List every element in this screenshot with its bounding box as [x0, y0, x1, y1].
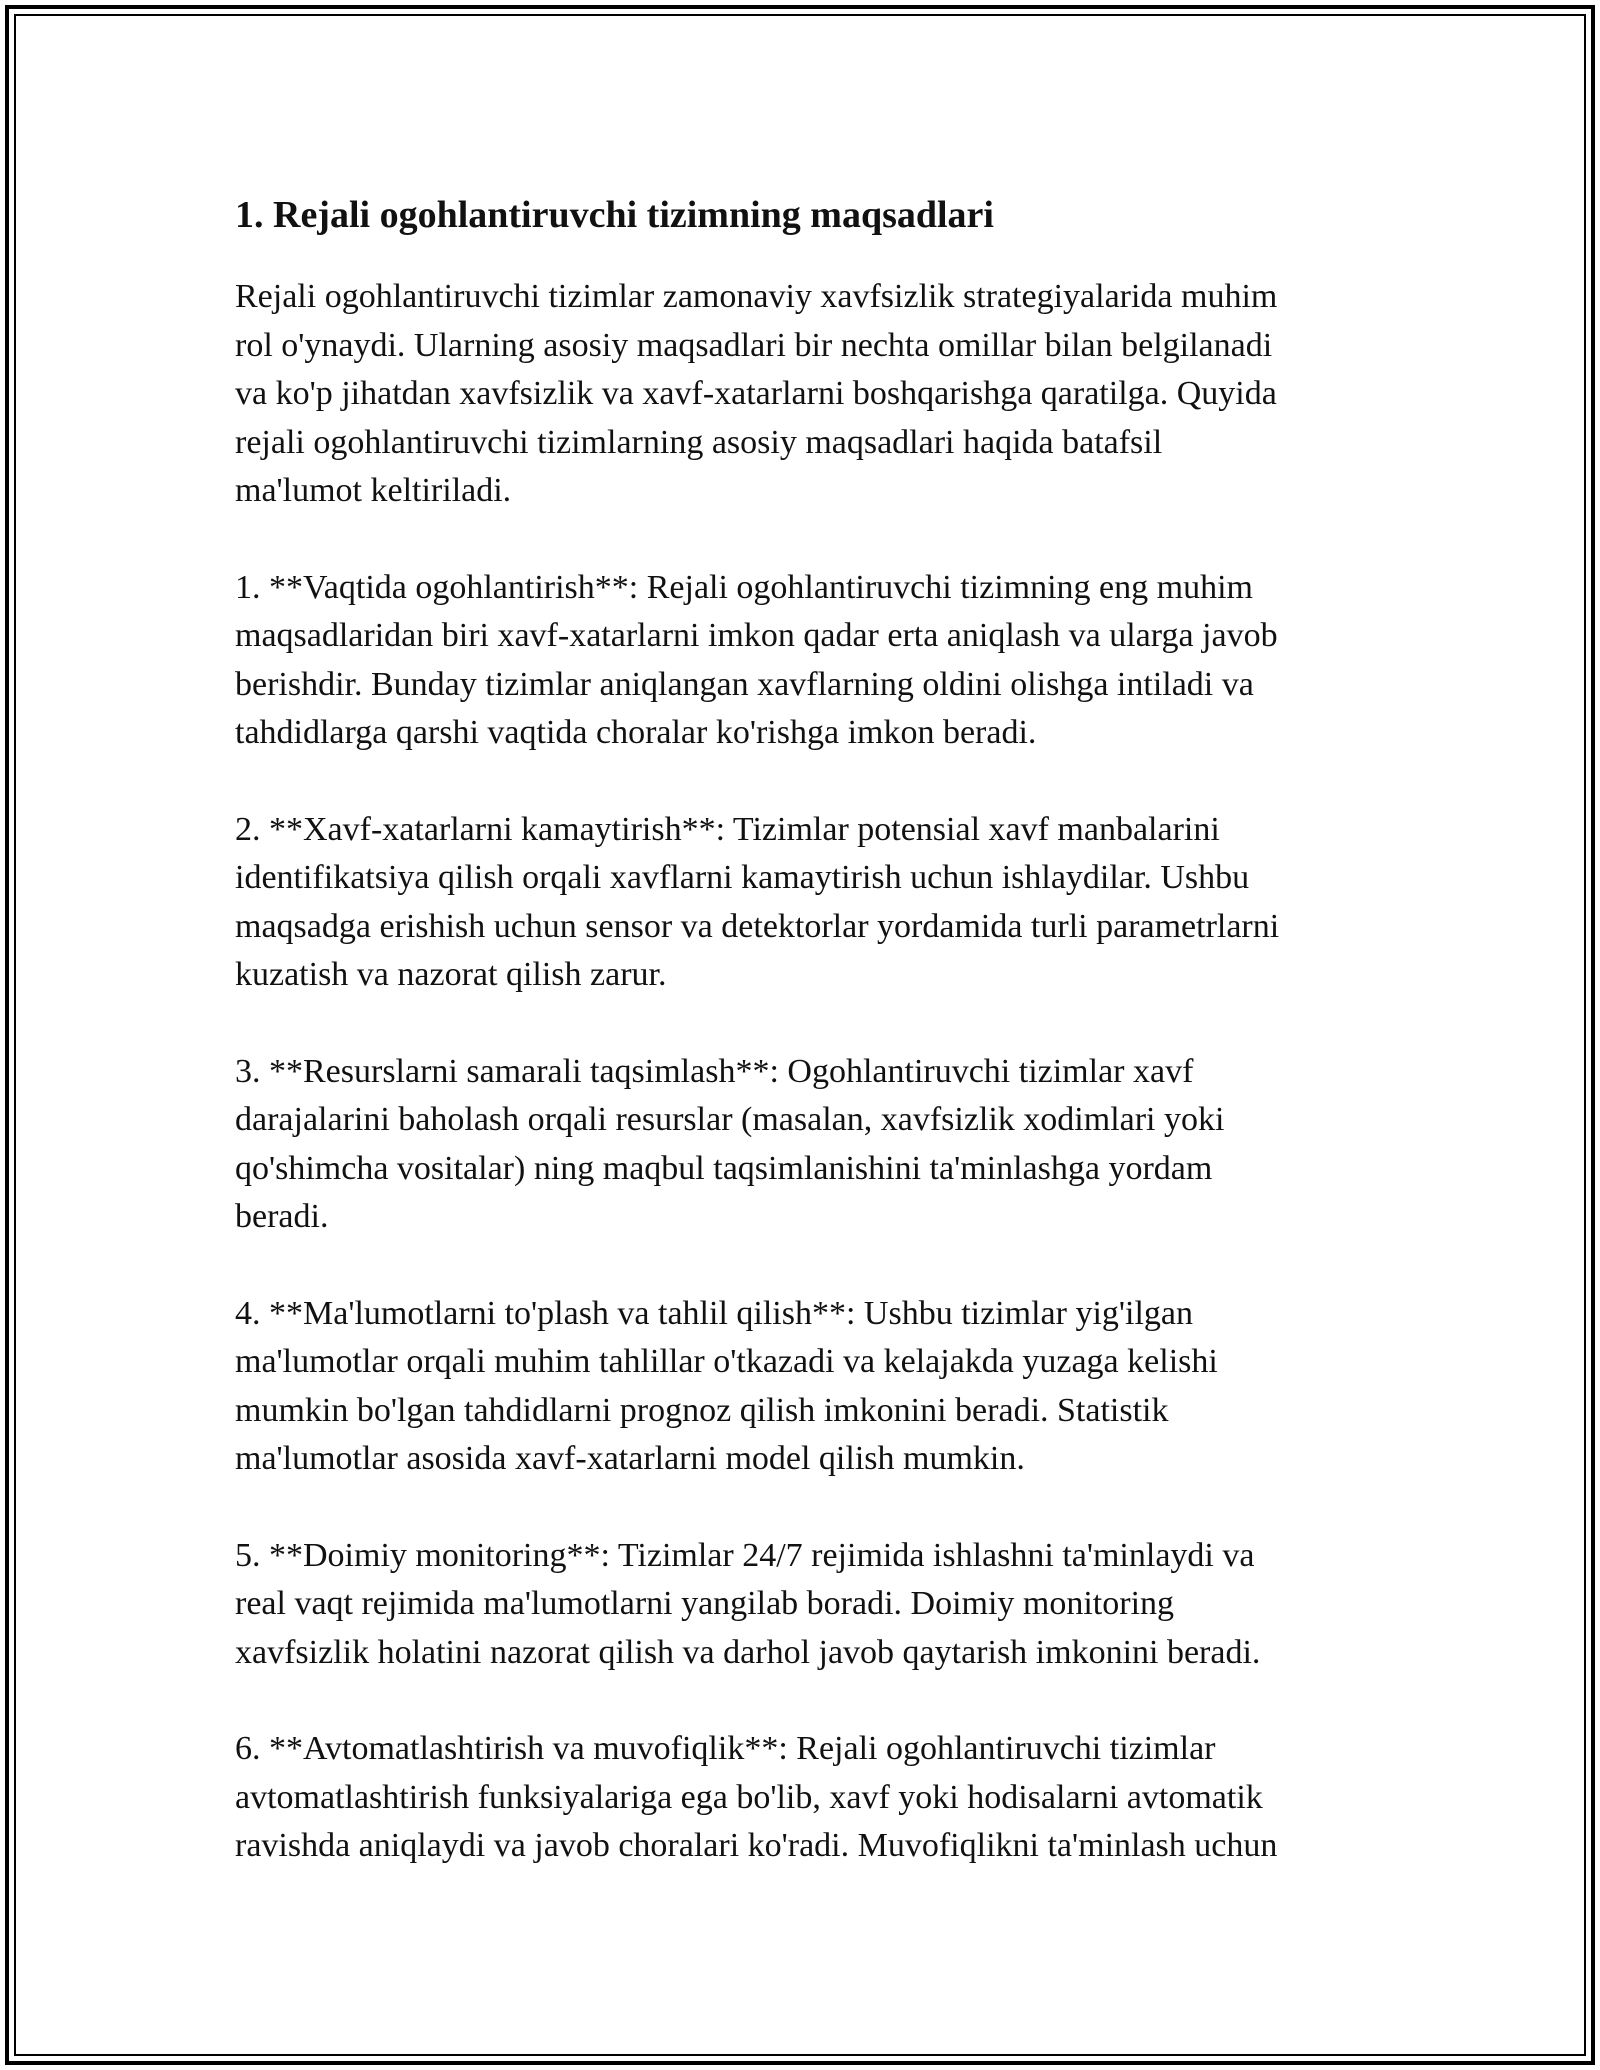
list-item-4: 4. **Ma'lumotlarni to'plash va tahlil qilish**: Ushbu tizimlar yig'ilgan ma'lumotlar orqali muhim tahlillar o'tkazadi va kelajakda yuzaga kelishi mumkin bo'lgan tahdidlarni prognoz qilish imkonini beradi. Statistik ma'lumotlar asosida xavf-xatarlarni model qilish mumkin. [235, 1294, 1218, 1477]
list-item-3: 3. **Resurslarni samarali taqsimlash**: Ogohlantiruvchi tizimlar xavf darajalarini baholash orqali resurslar (masalan, xavfsizlik xodimlari yoki qo'shimcha vositalar) ning maqbul taqsimlanishini ta'minlashga yordam beradi. [235, 1052, 1225, 1235]
document-title: 1. Rejali ogohlantiruvchi tizimning maqsadlari [235, 194, 994, 236]
list-item-6: 6. **Avtomatlashtirish va muvofiqlik**: Rejali ogohlantiruvchi tizimlar avtomatlashtirish funksiyalariga ega bo'lib, xavf yoki hodisalarni avtomatik ravishda aniqlaydi va javob choralari ko'radi. Muvofiqlikni ta'minlash uchun [235, 1730, 1278, 1864]
document-body [235, 183, 1385, 1919]
list-item-5: 5. **Doimiy monitoring**: Tizimlar 24/7 rejimida ishlashni ta'minlaydi va real vaqt rejimida ma'lumotlarni yangilab boradi. Doimiy monitoring xavfsizlik holatini nazorat qilish va darhol javob qaytarish imkonini beradi. [235, 1536, 1261, 1671]
list-item-2: 2. **Xavf-xatarlarni kamaytirish**: Tizimlar potensial xavf manbalarini identifikatsiya qilish orqali xavflarni kamaytirish uchun ishlaydilar. Ushbu maqsadga erishish uchun sensor va detektorlar yordamida turli parametrlarni kuzatish va nazorat qilish zarur. [235, 810, 1280, 993]
intro-paragraph: Rejali ogohlantiruvchi tizimlar zamonaviy xavfsizlik strategiyalarida muhim rol o'ynaydi. Ularning asosiy maqsadlari bir nechta omillar bilan belgilanadi va ko'p jihatdan xavfsizlik va xavf-xatarlarni boshqarishga qaratilga. Quyida rejali ogohlantiruvchi tizimlarning asosiy maqsadlari haqida batafsil ma'lumot keltiriladi. [235, 278, 1278, 509]
list-item-1: 1. **Vaqtida ogohlantirish**: Rejali ogohlantiruvchi tizimning eng muhim maqsadlaridan biri xavf-xatarlarni imkon qadar erta aniqlash va ularga javob berishdir. Bunday tizimlar aniqlangan xavflarning oldini olishga intiladi va tahdidlarga qarshi vaqtida choralar ko'rishga imkon beradi. [235, 568, 1278, 751]
